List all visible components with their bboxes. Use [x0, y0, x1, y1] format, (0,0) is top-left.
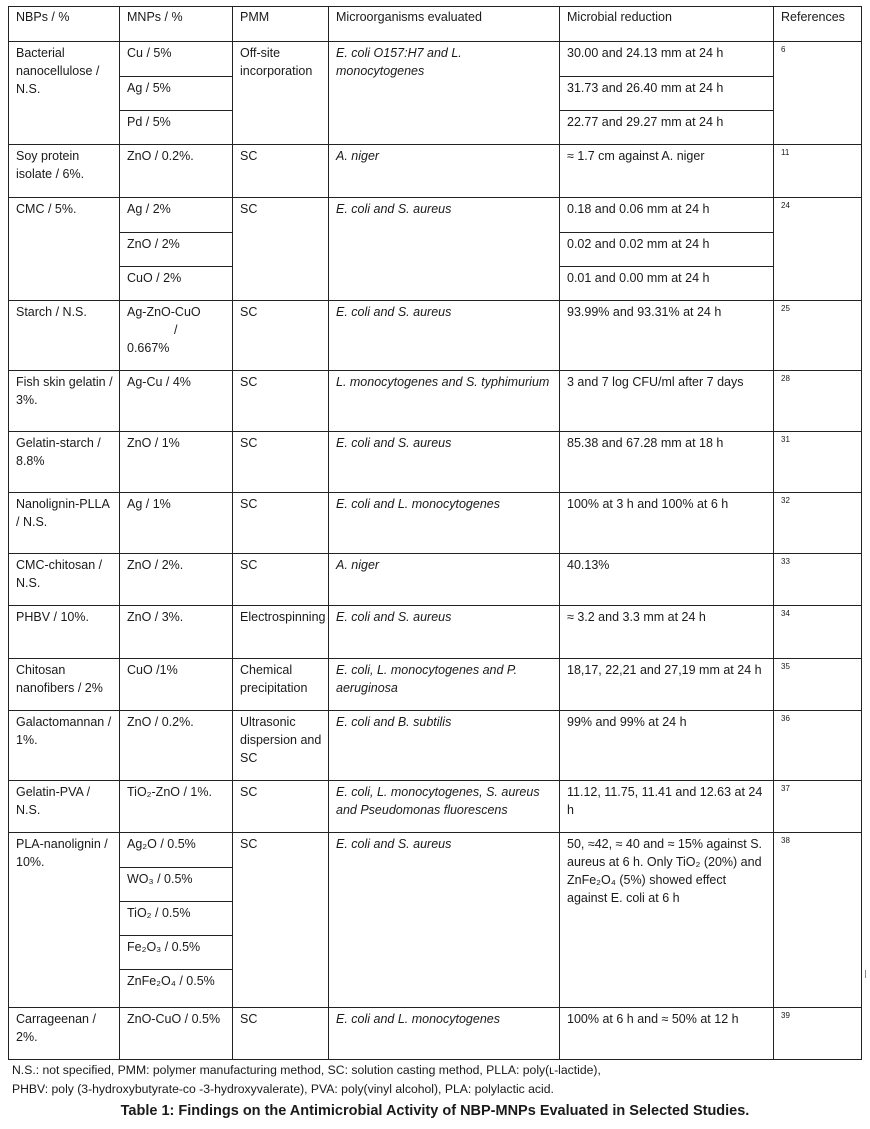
table-row	[9, 554, 862, 606]
reference-cell: 11	[774, 145, 862, 198]
pmm-cell: SC	[233, 554, 329, 606]
table-footnote	[12, 1061, 862, 1099]
reduction-cell: 100% at 3 h and 100% at 6 h	[560, 493, 774, 554]
pmm-cell: SC	[233, 1008, 329, 1060]
pmm-cell: Chemical precipitation	[233, 659, 329, 711]
reference-cell: 33	[774, 554, 862, 606]
header-row	[9, 7, 862, 42]
mnp-cell: ZnO-CuO / 0.5%	[120, 1008, 233, 1060]
microorganism-cell: E. coli, L. monocytogenes, S. aureus and Pseudomonas fluorescens	[329, 781, 560, 833]
mnp-line: 0.667%	[127, 341, 170, 355]
microorganism-cell: E. coli and S. aureus	[329, 301, 560, 371]
header-pmm: PMM	[233, 7, 329, 42]
table-row	[9, 659, 862, 711]
pmm-cell: SC	[233, 198, 329, 301]
mnp-cell: CuO /1%	[120, 659, 233, 711]
reduction-cell: 0.01 and 0.00 mm at 24 h	[560, 267, 774, 301]
mnp-cell	[120, 301, 233, 371]
nbp-cell: Bacterial nanocellulose / N.S.	[9, 42, 120, 145]
reduction-cell: 3 and 7 log CFU/ml after 7 days	[560, 371, 774, 432]
mnp-cell: Ag / 5%	[120, 77, 233, 111]
reference-cell: 35	[774, 659, 862, 711]
pmm-cell: SC	[233, 371, 329, 432]
reduction-cell: 22.77 and 29.27 mm at 24 h	[560, 111, 774, 145]
reduction-cell: 30.00 and 24.13 mm at 24 h	[560, 42, 774, 77]
reduction-cell: 85.38 and 67.28 mm at 18 h	[560, 432, 774, 493]
table-row	[9, 711, 862, 781]
table-row	[9, 781, 862, 833]
reduction-cell: 0.18 and 0.06 mm at 24 h	[560, 198, 774, 233]
mnp-cell: WO₃ / 0.5%	[120, 868, 233, 902]
mnp-cell: Ag / 1%	[120, 493, 233, 554]
header-microorganisms: Microorganisms evaluated	[329, 7, 560, 42]
pmm-cell: SC	[233, 833, 329, 1008]
reference-cell: 31	[774, 432, 862, 493]
reduction-cell: 50, ≈42, ≈ 40 and ≈ 15% against S. aureus at 6 h. Only TiO₂ (20%) and ZnFe₂O₄ (5%) showed effect against E. coli at 6 h	[560, 833, 774, 1008]
footnote-line: PHBV: poly (3-hydroxybutyrate-co -3-hydroxyvalerate), PVA: poly(vinyl alcohol), PLA: polylactic acid.	[12, 1082, 554, 1096]
reduction-cell: ≈ 3.2 and 3.3 mm at 24 h	[560, 606, 774, 659]
table-row	[9, 606, 862, 659]
microorganism-cell: E. coli and S. aureus	[329, 833, 560, 1008]
reference-cell: 37	[774, 781, 862, 833]
mnp-cell: Ag / 2%	[120, 198, 233, 233]
table-row	[9, 145, 862, 198]
mnp-line: Ag-ZnO-CuO	[127, 305, 201, 319]
nbp-cell: Gelatin-starch / 8.8%	[9, 432, 120, 493]
microorganism-cell: E. coli and S. aureus	[329, 432, 560, 493]
microorganism-cell: E. coli and B. subtilis	[329, 711, 560, 781]
reduction-cell: 31.73 and 26.40 mm at 24 h	[560, 77, 774, 111]
pmm-cell: Electrospinning	[233, 606, 329, 659]
reference-cell: 36	[774, 711, 862, 781]
table-row	[9, 198, 862, 233]
mnp-cell: Ag-Cu / 4%	[120, 371, 233, 432]
header-references: References	[774, 7, 862, 42]
mnp-cell: Cu / 5%	[120, 42, 233, 77]
table-caption: Table 1: Findings on the Antimicrobial Activity of NBP-MNPs Evaluated in Selected Studies.	[120, 1103, 750, 1119]
footnote-line: N.S.: not specified, PMM: polymer manufacturing method, SC: solution casting method, PLLA: poly(ʟ-lactide),	[12, 1063, 601, 1077]
nbp-cell: Starch / N.S.	[9, 301, 120, 371]
mnp-cell: Ag₂O / 0.5%	[120, 833, 233, 868]
mnp-cell: CuO / 2%	[120, 267, 233, 301]
microorganism-cell: E. coli O157:H7 and L. monocytogenes	[329, 42, 560, 145]
nbp-cell: PLA-nanolignin / 10%.	[9, 833, 120, 1008]
mnp-cell: Fe₂O₃ / 0.5%	[120, 936, 233, 970]
microorganism-cell: E. coli, L. monocytogenes and P. aeruginosa	[329, 659, 560, 711]
microorganism-cell: E. coli and S. aureus	[329, 606, 560, 659]
header-nbps: NBPs / %	[9, 7, 120, 42]
pmm-cell: SC	[233, 301, 329, 371]
reference-cell: 28	[774, 371, 862, 432]
pmm-cell: SC	[233, 145, 329, 198]
nbp-cell: Chitosan nanofibers / 2%	[9, 659, 120, 711]
nbp-cell: PHBV / 10%.	[9, 606, 120, 659]
pmm-cell: SC	[233, 432, 329, 493]
mnp-cell: TiO₂-ZnO / 1%.	[120, 781, 233, 833]
reduction-cell: 0.02 and 0.02 mm at 24 h	[560, 233, 774, 267]
reference-cell: 39	[774, 1008, 862, 1060]
table-row	[9, 301, 862, 371]
microorganism-cell: L. monocytogenes and S. typhimurium	[329, 371, 560, 432]
header-mnps: MNPs / %	[120, 7, 233, 42]
pmm-cell: SC	[233, 781, 329, 833]
mnp-cell: ZnO / 3%.	[120, 606, 233, 659]
reference-cell: 34	[774, 606, 862, 659]
table-row	[9, 1008, 862, 1060]
reference-cell: 25	[774, 301, 862, 371]
mnp-cell: ZnO / 1%	[120, 432, 233, 493]
nbp-cell: Galactomannan / 1%.	[9, 711, 120, 781]
nbp-cell: Carrageenan / 2%.	[9, 1008, 120, 1060]
pmm-cell: SC	[233, 493, 329, 554]
nbp-cell: CMC / 5%.	[9, 198, 120, 301]
reduction-cell: 11.12, 11.75, 11.41 and 12.63 at 24 h	[560, 781, 774, 833]
reduction-cell: ≈ 1.7 cm against A. niger	[560, 145, 774, 198]
table-row	[9, 432, 862, 493]
pmm-cell: Off-site incorporation	[233, 42, 329, 145]
reduction-cell: 18,17, 22,21 and 27,19 mm at 24 h	[560, 659, 774, 711]
reference-cell: 24	[774, 198, 862, 301]
reference-cell: 38	[774, 833, 862, 1008]
nbp-cell: Fish skin gelatin / 3%.	[9, 371, 120, 432]
mnp-cell: ZnFe₂O₄ / 0.5%	[120, 970, 233, 1008]
microorganism-cell: A. niger	[329, 554, 560, 606]
table-row	[9, 371, 862, 432]
mnp-cell: ZnO / 2%	[120, 233, 233, 267]
nbp-cell: Nanolignin-PLLA / N.S.	[9, 493, 120, 554]
header-reduction: Microbial reduction	[560, 7, 774, 42]
pmm-cell: Ultrasonic dispersion and SC	[233, 711, 329, 781]
findings-table	[8, 6, 862, 1060]
margin-mark	[865, 970, 866, 978]
reference-cell: 32	[774, 493, 862, 554]
table-row	[9, 833, 862, 868]
reference-cell: 6	[774, 42, 862, 145]
nbp-cell: CMC-chitosan / N.S.	[9, 554, 120, 606]
nbp-cell: Gelatin-PVA / N.S.	[9, 781, 120, 833]
microorganism-cell: E. coli and L. monocytogenes	[329, 493, 560, 554]
mnp-cell: ZnO / 0.2%.	[120, 145, 233, 198]
mnp-cell: ZnO / 0.2%.	[120, 711, 233, 781]
reduction-cell: 100% at 6 h and ≈ 50% at 12 h	[560, 1008, 774, 1060]
mnp-cell: ZnO / 2%.	[120, 554, 233, 606]
mnp-cell: Pd / 5%	[120, 111, 233, 145]
table-row	[9, 493, 862, 554]
table-row	[9, 42, 862, 77]
reduction-cell: 93.99% and 93.31% at 24 h	[560, 301, 774, 371]
microorganism-cell: E. coli and S. aureus	[329, 198, 560, 301]
reduction-cell: 40.13%	[560, 554, 774, 606]
microorganism-cell: E. coli and L. monocytogenes	[329, 1008, 560, 1060]
mnp-line: /	[174, 323, 178, 337]
reduction-cell: 99% and 99% at 24 h	[560, 711, 774, 781]
nbp-cell: Soy protein isolate / 6%.	[9, 145, 120, 198]
microorganism-cell: A. niger	[329, 145, 560, 198]
mnp-cell: TiO₂ / 0.5%	[120, 902, 233, 936]
